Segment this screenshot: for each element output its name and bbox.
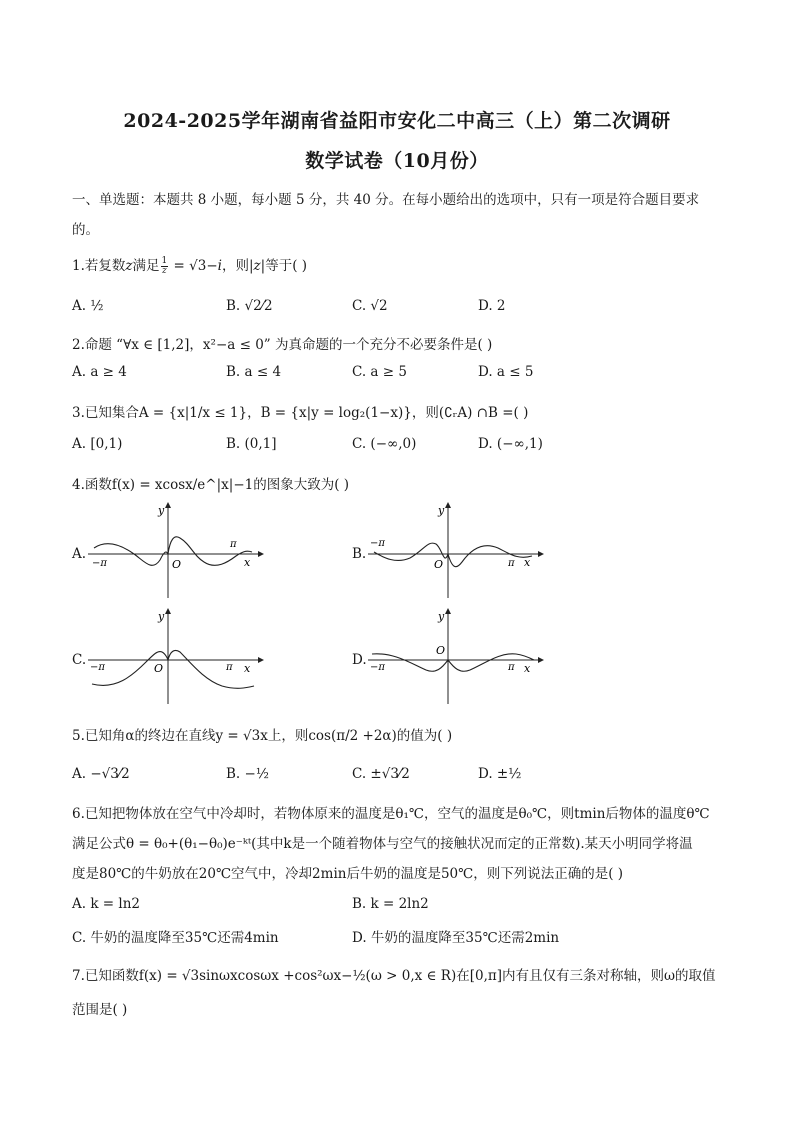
graph-a — [86, 500, 266, 600]
section-intro-line1: 一、单选题：本题共 8 小题，每小题 5 分，共 40 分。在每小题给出的选项中，只有一项是符合题目要求 — [72, 192, 700, 208]
q2-option-c[interactable]: C. a ≥ 5 — [352, 364, 407, 380]
svg-text:O: O — [436, 644, 446, 657]
svg-text:y: y — [438, 610, 445, 623]
q6-option-a[interactable]: A. k = ln2 — [72, 896, 141, 912]
q6-option-b[interactable]: B. k = 2ln2 — [352, 896, 429, 912]
q6-option-c[interactable]: C. 牛奶的温度降至35℃还需4min — [72, 930, 279, 946]
question-2: 2.命题 “∀x ∈ [1,2]，x²−a ≤ 0” 为真命题的一个充分不必要条件是( ) — [72, 337, 493, 353]
q2-option-a[interactable]: A. a ≥ 4 — [72, 364, 127, 380]
section-intro-line2: 的。 — [72, 222, 99, 238]
exam-title-line1: 2024-2025学年湖南省益阳市安化二中高三（上）第二次调研 — [123, 110, 671, 132]
q3-option-b[interactable]: B. (0,1] — [226, 436, 277, 452]
svg-text:π: π — [508, 662, 515, 673]
svg-text:−π: −π — [370, 662, 385, 673]
q3-option-a[interactable]: A. [0,1) — [72, 436, 123, 452]
question-4: 4.函数f(x) = xcosx/e^|x|−1的图象大致为( ) — [72, 477, 350, 493]
question-6-line3: 度是80℃的牛奶放在20℃空气中，冷却2min后牛奶的温度是50℃，则下列说法正确的是( ) — [72, 866, 624, 882]
svg-text:x: x — [524, 662, 531, 675]
q4-option-c[interactable]: C. — [72, 652, 87, 668]
question-6-line2: 满足公式θ = θ₀+(θ₁−θ₀)e⁻ᵏᵗ(其中k是一个随着物体与空气的接触状况而定的正常数).某天小明同学将温 — [72, 836, 693, 852]
q5-option-a[interactable]: A. −√3⁄2 — [72, 766, 130, 782]
question-6-line1: 6.已知把物体放在空气中冷却时，若物体原来的温度是θ₁℃，空气的温度是θ₀℃，则tmin后物体的温度θ℃ — [72, 806, 710, 822]
q5-option-d[interactable]: D. ±½ — [478, 766, 522, 782]
svg-text:x: x — [244, 662, 251, 675]
svg-text:y: y — [158, 610, 165, 623]
svg-text:O: O — [154, 662, 164, 675]
exam-title-line2: 数学试卷（10月份） — [305, 150, 489, 172]
q3-option-d[interactable]: D. (−∞,1) — [478, 436, 543, 452]
fraction: $\frac{1}{z}$ — [161, 256, 168, 276]
q4-option-a[interactable]: A. — [72, 546, 87, 562]
q1-option-c[interactable]: C. √2 — [352, 298, 388, 314]
y-label: y — [158, 504, 165, 517]
svg-text:−π: −π — [90, 662, 105, 673]
q1-option-d[interactable]: D. 2 — [478, 298, 506, 314]
question-5: 5.已知角α的终边在直线y = √3x上，则cos(π/2 +2α)的值为( ) — [72, 728, 453, 744]
svg-text:x: x — [524, 556, 531, 569]
neg-pi-label: −π — [92, 558, 107, 569]
question-7-line2: 范围是( ) — [72, 1002, 128, 1018]
pi-label: π — [230, 539, 237, 550]
q4-option-b[interactable]: B. — [352, 546, 367, 562]
q5-option-b[interactable]: B. −½ — [226, 766, 269, 782]
svg-text:−π: −π — [370, 538, 385, 549]
svg-text:y: y — [438, 504, 445, 517]
graph-b — [366, 500, 546, 600]
question-1: 1.若复数z满足 $\frac{1}{z}$ = √3−i，则|z|等于( ) — [72, 256, 308, 276]
origin-label: O — [172, 558, 182, 571]
graph-c — [86, 606, 266, 706]
graph-d — [366, 606, 546, 706]
x-label: x — [244, 556, 251, 569]
q4-option-d[interactable]: D. — [352, 652, 367, 668]
q6-option-d[interactable]: D. 牛奶的温度降至35℃还需2min — [352, 930, 560, 946]
question-7-line1: 7.已知函数f(x) = √3sinωxcosωx +cos²ωx−½(ω > 0,x ∈ R)在[0,π]内有且仅有三条对称轴，则ω的取值 — [72, 968, 716, 984]
q1-option-b[interactable]: B. √2⁄2 — [226, 298, 273, 314]
q3-option-c[interactable]: C. (−∞,0) — [352, 436, 417, 452]
q1-option-a[interactable]: A. ½ — [72, 298, 104, 314]
q5-option-c[interactable]: C. ±√3⁄2 — [352, 766, 410, 782]
svg-text:π: π — [226, 662, 233, 673]
q2-option-b[interactable]: B. a ≤ 4 — [226, 364, 282, 380]
svg-text:O: O — [434, 558, 444, 571]
svg-text:π: π — [508, 558, 515, 569]
question-3: 3.已知集合A = {x|1/x ≤ 1}，B = {x|y = log₂(1−x)}，则(∁ᵣA) ∩B =( ) — [72, 405, 529, 421]
q2-option-d[interactable]: D. a ≤ 5 — [478, 364, 534, 380]
